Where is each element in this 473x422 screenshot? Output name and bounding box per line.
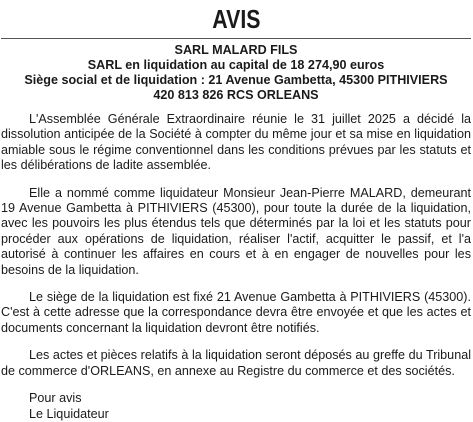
signature-block xyxy=(1,391,471,422)
notice-title: AVIS xyxy=(211,4,261,34)
title-divider xyxy=(1,38,471,39)
paragraph-filing xyxy=(1,348,471,379)
paragraph-liquidation-seat xyxy=(1,290,471,336)
signature-line-pour-avis: Pour avis xyxy=(29,391,82,406)
company-seat: Siège social et de liquidation : 21 Avenue Gambetta, 45300 PITHIVIERS xyxy=(24,73,448,87)
paragraph-text: Elle a nommé comme liquidateur Monsieur Jean-Pierre MALARD, demeurant 19 Avenue Gambetta à PITHIVIERS (45300), pour toute la durée de la liquidation, avec les pouvoirs les plus étendus tels que déterminés par la loi et les statuts pour procéder aux opérations de liquidation, réaliser l'actif, acquitter le passif, et l'a autorisé à continuer les affaires en cours et à en engager de nouvelles pour les besoins de la liquidation. xyxy=(1,185,471,277)
company-rcs: 420 813 826 RCS ORLEANS xyxy=(153,88,319,102)
company-status: SARL en liquidation au capital de 18 274,90 euros xyxy=(87,58,385,72)
company-header xyxy=(1,43,471,103)
company-name: SARL MALARD FILS xyxy=(174,43,298,57)
paragraph-text: Les actes et pièces relatifs à la liquidation seront déposés au greffe du Tribunal de commerce d'ORLEANS, en annexe au Registre du commerce et des sociétés. xyxy=(1,348,471,378)
paragraph-text: L'Assemblée Générale Extraordinaire réunie le 31 juillet 2025 a décidé la dissolution anticipée de la Société à compter du même jour et sa mise en liquidation amiable sous le régime conventionnel dans les conditions prévues par les statuts et les délibérations de ladite assemblée. xyxy=(1,112,471,173)
signature-line-liquidateur: Le Liquidateur xyxy=(29,406,109,421)
paragraph-text: Le siège de la liquidation est fixé 21 Avenue Gambetta à PITHIVIERS (45300). C'est à cette adresse que la correspondance devra être envoyée et que les actes et documents concernant la liquidation devront être notifiés. xyxy=(1,290,471,335)
paragraph-dissolution xyxy=(1,112,471,174)
notice-title-area xyxy=(1,0,471,38)
paragraph-liquidator xyxy=(1,186,471,278)
